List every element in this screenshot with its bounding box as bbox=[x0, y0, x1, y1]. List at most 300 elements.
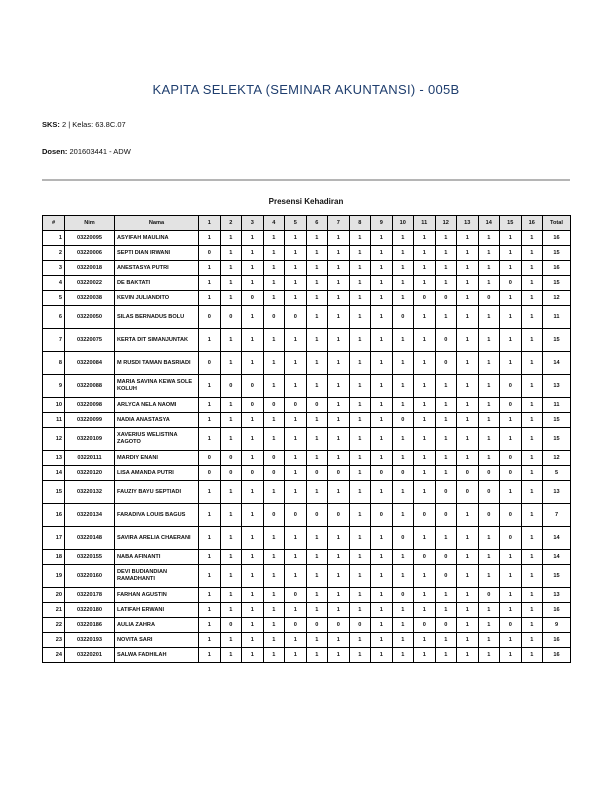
attendance-cell: 1 bbox=[328, 398, 350, 413]
attendance-total: 16 bbox=[543, 231, 571, 246]
attendance-cell: 1 bbox=[242, 428, 264, 451]
attendance-cell: 0 bbox=[242, 291, 264, 306]
student-nim: 03220084 bbox=[65, 352, 115, 375]
column-header: Nim bbox=[65, 216, 115, 231]
student-name: KEVIN JULIANDITO bbox=[115, 291, 199, 306]
attendance-cell: 1 bbox=[414, 375, 436, 398]
attendance-cell: 1 bbox=[306, 291, 328, 306]
attendance-cell: 1 bbox=[306, 527, 328, 550]
row-number: 16 bbox=[43, 504, 65, 527]
attendance-cell: 1 bbox=[392, 276, 414, 291]
attendance-cell: 1 bbox=[220, 481, 242, 504]
row-number: 24 bbox=[43, 648, 65, 663]
attendance-cell: 1 bbox=[306, 246, 328, 261]
attendance-cell: 1 bbox=[328, 588, 350, 603]
attendance-cell: 1 bbox=[457, 550, 479, 565]
attendance-cell: 1 bbox=[435, 527, 457, 550]
attendance-cell: 1 bbox=[500, 588, 522, 603]
attendance-cell: 1 bbox=[478, 428, 500, 451]
attendance-cell: 1 bbox=[242, 276, 264, 291]
attendance-cell: 1 bbox=[263, 246, 285, 261]
attendance-cell: 0 bbox=[349, 618, 371, 633]
attendance-cell: 1 bbox=[199, 565, 221, 588]
attendance-cell: 1 bbox=[521, 352, 543, 375]
student-nim: 03220098 bbox=[65, 398, 115, 413]
attendance-cell: 1 bbox=[478, 231, 500, 246]
attendance-cell: 1 bbox=[199, 428, 221, 451]
attendance-cell: 0 bbox=[263, 306, 285, 329]
attendance-cell: 1 bbox=[521, 466, 543, 481]
attendance-cell: 1 bbox=[392, 246, 414, 261]
student-name: SILAS BERNADUS BOLU bbox=[115, 306, 199, 329]
attendance-cell: 1 bbox=[435, 246, 457, 261]
attendance-cell: 1 bbox=[349, 527, 371, 550]
attendance-cell: 1 bbox=[457, 352, 479, 375]
attendance-cell: 1 bbox=[199, 481, 221, 504]
attendance-cell: 1 bbox=[500, 352, 522, 375]
table-body bbox=[43, 231, 571, 663]
course-title: KAPITA SELEKTA (SEMINAR AKUNTANSI) - 005B bbox=[152, 82, 460, 97]
column-header: 14 bbox=[478, 216, 500, 231]
attendance-cell: 1 bbox=[521, 603, 543, 618]
attendance-cell: 1 bbox=[478, 306, 500, 329]
table-row bbox=[43, 466, 571, 481]
attendance-cell: 1 bbox=[435, 466, 457, 481]
attendance-cell: 0 bbox=[220, 375, 242, 398]
attendance-cell: 1 bbox=[349, 603, 371, 618]
attendance-cell: 1 bbox=[285, 329, 307, 352]
attendance-cell: 1 bbox=[349, 550, 371, 565]
row-number: 13 bbox=[43, 451, 65, 466]
student-nim: 03220111 bbox=[65, 451, 115, 466]
column-header: 3 bbox=[242, 216, 264, 231]
attendance-cell: 1 bbox=[199, 588, 221, 603]
attendance-cell: 1 bbox=[349, 329, 371, 352]
table-row bbox=[43, 352, 571, 375]
student-name: ARLYCA NELA NAOMI bbox=[115, 398, 199, 413]
attendance-cell: 1 bbox=[263, 565, 285, 588]
attendance-cell: 1 bbox=[285, 466, 307, 481]
attendance-cell: 0 bbox=[285, 398, 307, 413]
column-header: Total bbox=[543, 216, 571, 231]
attendance-cell: 0 bbox=[414, 618, 436, 633]
student-name: MARIA SAVINA KEWA SOLE KOLUH bbox=[115, 375, 199, 398]
attendance-cell: 0 bbox=[500, 466, 522, 481]
attendance-cell: 1 bbox=[457, 428, 479, 451]
attendance-cell: 1 bbox=[521, 648, 543, 663]
attendance-total: 16 bbox=[543, 603, 571, 618]
attendance-cell: 1 bbox=[392, 329, 414, 352]
attendance-cell: 1 bbox=[457, 603, 479, 618]
attendance-cell: 1 bbox=[220, 428, 242, 451]
attendance-cell: 1 bbox=[242, 329, 264, 352]
attendance-cell: 1 bbox=[306, 306, 328, 329]
attendance-cell: 1 bbox=[220, 413, 242, 428]
attendance-cell: 1 bbox=[242, 306, 264, 329]
attendance-cell: 1 bbox=[500, 413, 522, 428]
attendance-cell: 1 bbox=[371, 550, 393, 565]
attendance-cell: 0 bbox=[263, 451, 285, 466]
attendance-cell: 1 bbox=[263, 276, 285, 291]
table-row bbox=[43, 291, 571, 306]
attendance-cell: 1 bbox=[521, 398, 543, 413]
attendance-cell: 1 bbox=[521, 633, 543, 648]
student-name: SAVIRA ARELIA CHAERANI bbox=[115, 527, 199, 550]
attendance-cell: 1 bbox=[371, 565, 393, 588]
attendance-cell: 0 bbox=[414, 504, 436, 527]
attendance-cell: 1 bbox=[521, 550, 543, 565]
attendance-cell: 1 bbox=[263, 352, 285, 375]
attendance-cell: 1 bbox=[371, 261, 393, 276]
attendance-total: 13 bbox=[543, 375, 571, 398]
attendance-cell: 1 bbox=[478, 648, 500, 663]
attendance-cell: 1 bbox=[263, 329, 285, 352]
attendance-cell: 0 bbox=[500, 451, 522, 466]
attendance-cell: 0 bbox=[306, 466, 328, 481]
attendance-cell: 1 bbox=[457, 306, 479, 329]
attendance-cell: 1 bbox=[521, 261, 543, 276]
attendance-cell: 0 bbox=[199, 451, 221, 466]
attendance-cell: 1 bbox=[478, 565, 500, 588]
attendance-cell: 0 bbox=[306, 504, 328, 527]
column-header: Nama bbox=[115, 216, 199, 231]
attendance-cell: 1 bbox=[457, 565, 479, 588]
attendance-cell: 0 bbox=[199, 352, 221, 375]
attendance-cell: 0 bbox=[478, 466, 500, 481]
attendance-cell: 1 bbox=[435, 428, 457, 451]
attendance-cell: 1 bbox=[392, 352, 414, 375]
attendance-cell: 1 bbox=[328, 550, 350, 565]
attendance-total: 15 bbox=[543, 246, 571, 261]
attendance-cell: 0 bbox=[263, 398, 285, 413]
attendance-cell: 1 bbox=[457, 618, 479, 633]
attendance-cell: 1 bbox=[306, 451, 328, 466]
attendance-cell: 1 bbox=[242, 565, 264, 588]
attendance-cell: 1 bbox=[328, 451, 350, 466]
attendance-cell: 0 bbox=[242, 466, 264, 481]
attendance-cell: 1 bbox=[220, 504, 242, 527]
attendance-cell: 1 bbox=[435, 398, 457, 413]
attendance-cell: 1 bbox=[414, 306, 436, 329]
table-row bbox=[43, 588, 571, 603]
column-header: 7 bbox=[328, 216, 350, 231]
attendance-cell: 1 bbox=[328, 527, 350, 550]
attendance-cell: 1 bbox=[328, 329, 350, 352]
attendance-cell: 1 bbox=[199, 276, 221, 291]
attendance-cell: 1 bbox=[435, 276, 457, 291]
attendance-total: 12 bbox=[543, 291, 571, 306]
attendance-cell: 1 bbox=[349, 375, 371, 398]
attendance-cell: 1 bbox=[285, 527, 307, 550]
attendance-cell: 1 bbox=[349, 413, 371, 428]
attendance-cell: 1 bbox=[371, 603, 393, 618]
attendance-cell: 1 bbox=[500, 291, 522, 306]
attendance-cell: 1 bbox=[457, 451, 479, 466]
attendance-cell: 1 bbox=[263, 633, 285, 648]
attendance-cell: 1 bbox=[328, 276, 350, 291]
attendance-cell: 1 bbox=[500, 633, 522, 648]
row-number: 19 bbox=[43, 565, 65, 588]
attendance-cell: 1 bbox=[285, 550, 307, 565]
attendance-cell: 1 bbox=[371, 375, 393, 398]
dosen-info bbox=[42, 147, 131, 156]
dosen-label: Dosen: bbox=[42, 147, 68, 156]
attendance-cell: 1 bbox=[285, 565, 307, 588]
attendance-cell: 1 bbox=[220, 603, 242, 618]
attendance-cell: 0 bbox=[199, 306, 221, 329]
attendance-cell: 1 bbox=[242, 246, 264, 261]
attendance-cell: 1 bbox=[285, 451, 307, 466]
attendance-cell: 1 bbox=[521, 375, 543, 398]
attendance-cell: 1 bbox=[263, 375, 285, 398]
student-nim: 03220095 bbox=[65, 231, 115, 246]
student-nim: 03220088 bbox=[65, 375, 115, 398]
student-name: M RUSDI TAMAN BASRIADI bbox=[115, 352, 199, 375]
student-nim: 03220193 bbox=[65, 633, 115, 648]
attendance-cell: 1 bbox=[392, 261, 414, 276]
column-header: 1 bbox=[199, 216, 221, 231]
attendance-cell: 1 bbox=[285, 413, 307, 428]
attendance-cell: 1 bbox=[371, 428, 393, 451]
attendance-cell: 1 bbox=[457, 231, 479, 246]
attendance-cell: 0 bbox=[500, 618, 522, 633]
attendance-total: 13 bbox=[543, 481, 571, 504]
attendance-cell: 0 bbox=[285, 618, 307, 633]
column-header: 6 bbox=[306, 216, 328, 231]
attendance-cell: 1 bbox=[199, 648, 221, 663]
attendance-cell: 1 bbox=[435, 261, 457, 276]
attendance-cell: 1 bbox=[392, 428, 414, 451]
attendance-cell: 1 bbox=[521, 565, 543, 588]
attendance-total: 14 bbox=[543, 550, 571, 565]
attendance-cell: 1 bbox=[199, 618, 221, 633]
attendance-cell: 1 bbox=[349, 398, 371, 413]
row-number: 20 bbox=[43, 588, 65, 603]
row-number: 22 bbox=[43, 618, 65, 633]
row-number: 4 bbox=[43, 276, 65, 291]
attendance-cell: 0 bbox=[220, 618, 242, 633]
attendance-cell: 0 bbox=[500, 504, 522, 527]
attendance-cell: 1 bbox=[242, 550, 264, 565]
attendance-cell: 0 bbox=[242, 398, 264, 413]
attendance-cell: 1 bbox=[242, 352, 264, 375]
attendance-cell: 0 bbox=[435, 329, 457, 352]
attendance-cell: 0 bbox=[371, 466, 393, 481]
column-header: 11 bbox=[414, 216, 436, 231]
attendance-cell: 1 bbox=[371, 527, 393, 550]
attendance-cell: 1 bbox=[371, 451, 393, 466]
table-caption: Presensi Kehadiran bbox=[268, 197, 344, 206]
attendance-cell: 1 bbox=[371, 413, 393, 428]
student-name: LATIFAH ERWANI bbox=[115, 603, 199, 618]
attendance-cell: 0 bbox=[500, 398, 522, 413]
student-nim: 03220006 bbox=[65, 246, 115, 261]
attendance-cell: 1 bbox=[349, 504, 371, 527]
attendance-cell: 1 bbox=[242, 504, 264, 527]
attendance-cell: 1 bbox=[263, 550, 285, 565]
attendance-cell: 1 bbox=[263, 291, 285, 306]
student-nim: 03220050 bbox=[65, 306, 115, 329]
attendance-cell: 1 bbox=[521, 291, 543, 306]
attendance-cell: 1 bbox=[349, 633, 371, 648]
attendance-cell: 1 bbox=[306, 329, 328, 352]
student-name: MARDIY ENANI bbox=[115, 451, 199, 466]
attendance-total: 15 bbox=[543, 565, 571, 588]
student-name: SEPTI DIAN IRWANI bbox=[115, 246, 199, 261]
attendance-cell: 1 bbox=[220, 527, 242, 550]
attendance-cell: 1 bbox=[349, 588, 371, 603]
table-row bbox=[43, 603, 571, 618]
student-name: SALWA FADHILAH bbox=[115, 648, 199, 663]
attendance-cell: 1 bbox=[371, 633, 393, 648]
attendance-cell: 0 bbox=[242, 375, 264, 398]
attendance-cell: 1 bbox=[285, 428, 307, 451]
column-header: 12 bbox=[435, 216, 457, 231]
attendance-cell: 1 bbox=[478, 603, 500, 618]
attendance-cell: 0 bbox=[457, 481, 479, 504]
attendance-cell: 1 bbox=[371, 329, 393, 352]
attendance-cell: 1 bbox=[263, 588, 285, 603]
attendance-cell: 1 bbox=[242, 481, 264, 504]
student-name: NABA AFINANTI bbox=[115, 550, 199, 565]
attendance-cell: 1 bbox=[521, 276, 543, 291]
row-number: 5 bbox=[43, 291, 65, 306]
attendance-total: 13 bbox=[543, 588, 571, 603]
attendance-cell: 1 bbox=[500, 603, 522, 618]
row-number: 21 bbox=[43, 603, 65, 618]
attendance-cell: 1 bbox=[500, 428, 522, 451]
attendance-cell: 1 bbox=[263, 648, 285, 663]
attendance-cell: 1 bbox=[457, 504, 479, 527]
divider bbox=[42, 179, 570, 181]
attendance-cell: 1 bbox=[199, 291, 221, 306]
attendance-cell: 1 bbox=[500, 648, 522, 663]
attendance-cell: 1 bbox=[435, 231, 457, 246]
attendance-cell: 1 bbox=[521, 413, 543, 428]
attendance-cell: 0 bbox=[478, 291, 500, 306]
attendance-cell: 1 bbox=[500, 565, 522, 588]
attendance-cell: 1 bbox=[371, 618, 393, 633]
table-row bbox=[43, 231, 571, 246]
attendance-cell: 1 bbox=[306, 261, 328, 276]
attendance-cell: 1 bbox=[306, 413, 328, 428]
attendance-cell: 1 bbox=[242, 648, 264, 663]
attendance-cell: 0 bbox=[371, 504, 393, 527]
student-name: FARADIVA LOUIS BAGUS bbox=[115, 504, 199, 527]
attendance-total: 15 bbox=[543, 428, 571, 451]
attendance-cell: 1 bbox=[500, 231, 522, 246]
attendance-cell: 0 bbox=[306, 618, 328, 633]
attendance-cell: 1 bbox=[414, 648, 436, 663]
attendance-cell: 1 bbox=[500, 550, 522, 565]
attendance-cell: 0 bbox=[392, 306, 414, 329]
attendance-cell: 1 bbox=[285, 291, 307, 306]
attendance-total: 11 bbox=[543, 306, 571, 329]
attendance-cell: 1 bbox=[478, 633, 500, 648]
attendance-cell: 1 bbox=[435, 648, 457, 663]
attendance-cell: 1 bbox=[199, 375, 221, 398]
row-number: 11 bbox=[43, 413, 65, 428]
attendance-cell: 0 bbox=[328, 618, 350, 633]
attendance-cell: 0 bbox=[435, 352, 457, 375]
attendance-cell: 1 bbox=[328, 291, 350, 306]
attendance-cell: 1 bbox=[242, 413, 264, 428]
attendance-cell: 1 bbox=[414, 481, 436, 504]
column-header: 15 bbox=[500, 216, 522, 231]
student-name: NOVITA SARI bbox=[115, 633, 199, 648]
attendance-cell: 1 bbox=[220, 565, 242, 588]
attendance-cell: 1 bbox=[263, 413, 285, 428]
attendance-cell: 0 bbox=[285, 306, 307, 329]
attendance-cell: 1 bbox=[242, 451, 264, 466]
attendance-cell: 1 bbox=[478, 550, 500, 565]
attendance-cell: 1 bbox=[521, 618, 543, 633]
attendance-cell: 1 bbox=[392, 375, 414, 398]
attendance-total: 15 bbox=[543, 413, 571, 428]
table-row bbox=[43, 398, 571, 413]
attendance-cell: 1 bbox=[306, 603, 328, 618]
attendance-cell: 1 bbox=[457, 588, 479, 603]
attendance-cell: 0 bbox=[392, 466, 414, 481]
attendance-cell: 1 bbox=[349, 276, 371, 291]
attendance-cell: 1 bbox=[371, 306, 393, 329]
attendance-cell: 1 bbox=[220, 276, 242, 291]
row-number: 8 bbox=[43, 352, 65, 375]
attendance-cell: 0 bbox=[328, 466, 350, 481]
attendance-cell: 1 bbox=[500, 481, 522, 504]
attendance-cell: 1 bbox=[199, 527, 221, 550]
attendance-cell: 1 bbox=[414, 466, 436, 481]
student-nim: 03220099 bbox=[65, 413, 115, 428]
attendance-cell: 0 bbox=[220, 451, 242, 466]
table-row bbox=[43, 306, 571, 329]
row-number: 23 bbox=[43, 633, 65, 648]
attendance-cell: 1 bbox=[306, 550, 328, 565]
student-nim: 03220120 bbox=[65, 466, 115, 481]
attendance-cell: 1 bbox=[457, 527, 479, 550]
attendance-cell: 1 bbox=[478, 618, 500, 633]
attendance-cell: 1 bbox=[371, 246, 393, 261]
attendance-cell: 1 bbox=[457, 413, 479, 428]
student-nim: 03220022 bbox=[65, 276, 115, 291]
attendance-cell: 0 bbox=[220, 306, 242, 329]
student-name: LISA AMANDA PUTRI bbox=[115, 466, 199, 481]
table-row bbox=[43, 550, 571, 565]
attendance-total: 16 bbox=[543, 648, 571, 663]
attendance-cell: 1 bbox=[328, 481, 350, 504]
attendance-cell: 1 bbox=[457, 291, 479, 306]
attendance-cell: 0 bbox=[500, 527, 522, 550]
attendance-cell: 1 bbox=[478, 413, 500, 428]
attendance-cell: 1 bbox=[328, 231, 350, 246]
attendance-cell: 1 bbox=[457, 329, 479, 352]
row-number: 1 bbox=[43, 231, 65, 246]
attendance-cell: 1 bbox=[392, 648, 414, 663]
row-number: 7 bbox=[43, 329, 65, 352]
attendance-cell: 1 bbox=[478, 375, 500, 398]
attendance-cell: 1 bbox=[263, 428, 285, 451]
attendance-cell: 1 bbox=[306, 633, 328, 648]
attendance-cell: 1 bbox=[521, 588, 543, 603]
attendance-cell: 1 bbox=[220, 246, 242, 261]
attendance-cell: 1 bbox=[414, 246, 436, 261]
attendance-cell: 1 bbox=[220, 398, 242, 413]
attendance-cell: 1 bbox=[521, 527, 543, 550]
attendance-cell: 0 bbox=[457, 466, 479, 481]
attendance-cell: 1 bbox=[521, 306, 543, 329]
table-row bbox=[43, 565, 571, 588]
attendance-cell: 1 bbox=[478, 527, 500, 550]
